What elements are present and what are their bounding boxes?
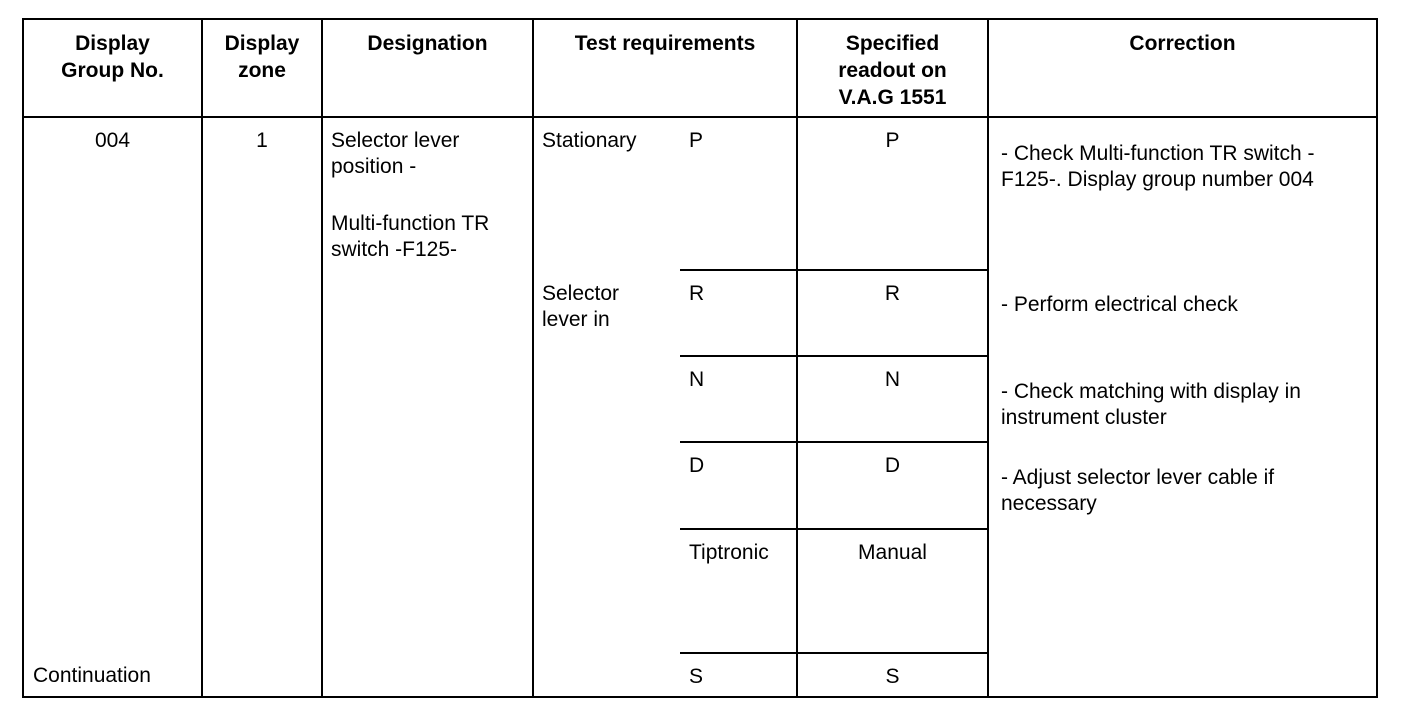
- selector-position: N: [689, 368, 705, 391]
- specified-readout: Manual: [858, 541, 927, 564]
- diagnostic-table: [22, 18, 1378, 698]
- selector-position: S: [689, 665, 704, 688]
- header-test-requirements: Test requirements: [574, 32, 756, 55]
- header-display-group-no: Display Group No.: [61, 32, 164, 82]
- specified-readout: N: [884, 368, 901, 391]
- test-condition-stationary: Stationary: [542, 129, 637, 152]
- column-divider: [532, 18, 534, 698]
- selector-position: D: [689, 454, 705, 477]
- row-divider: [680, 528, 988, 530]
- continuation-label: Continuation: [33, 664, 151, 687]
- designation-text: Selector lever position -: [331, 129, 460, 178]
- row-divider: [680, 355, 988, 357]
- display-zone-value: 1: [256, 129, 268, 152]
- specified-readout: D: [884, 454, 901, 477]
- selector-position: Tiptronic: [689, 541, 769, 564]
- column-divider: [987, 18, 989, 698]
- display-group-number: 004: [94, 129, 131, 152]
- correction-item: - Check Multi-function TR switch - F125-. Display group number 004: [1001, 142, 1315, 191]
- column-divider: [796, 116, 798, 698]
- specified-readout: S: [885, 665, 900, 688]
- selector-position: P: [689, 129, 704, 152]
- row-divider: [680, 652, 988, 654]
- header-specified-readout: Specified readout on V.A.G 1551: [838, 32, 947, 109]
- row-divider: [680, 269, 988, 271]
- test-condition-selector: Selector lever in: [542, 282, 620, 331]
- correction-item: - Adjust selector lever cable if necessary: [1001, 466, 1275, 515]
- header-designation: Designation: [367, 32, 488, 55]
- designation-component: Multi-function TR switch -F125-: [331, 212, 490, 261]
- correction-item: - Check matching with display in instrument cluster: [1001, 380, 1301, 429]
- row-divider: [680, 441, 988, 443]
- selector-position: R: [689, 282, 705, 305]
- column-divider: [321, 18, 323, 698]
- header-correction: Correction: [1129, 32, 1236, 55]
- header-display-zone: Display zone: [224, 32, 300, 82]
- header-divider: [22, 116, 1378, 118]
- column-divider: [201, 18, 203, 698]
- specified-readout: R: [884, 282, 901, 305]
- specified-readout: P: [885, 129, 900, 152]
- correction-item: - Perform electrical check: [1001, 293, 1238, 316]
